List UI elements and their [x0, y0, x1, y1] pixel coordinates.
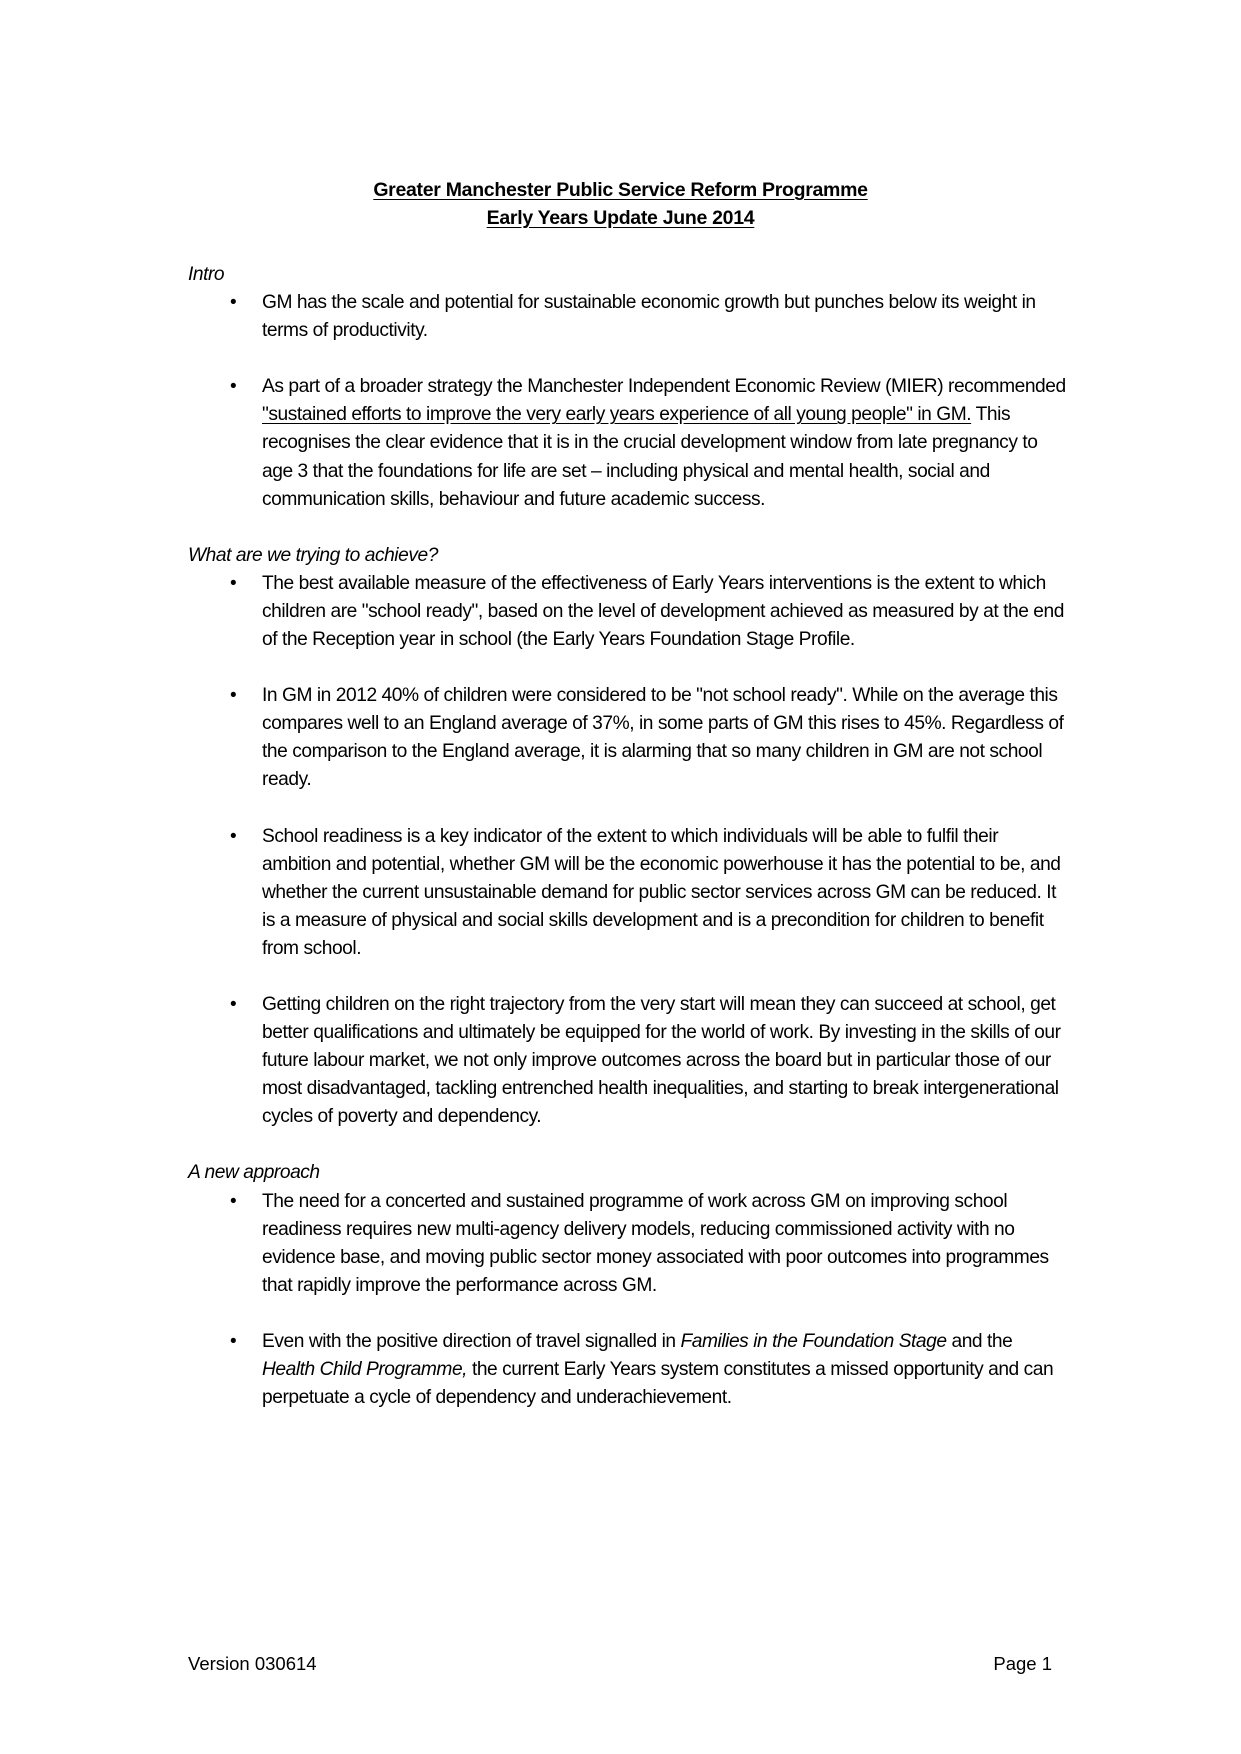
list-item	[188, 289, 1068, 345]
list-item	[188, 823, 1068, 963]
underlined-quote: "sustained efforts to improve the very early years experience of all young people" in GM.	[262, 404, 972, 426]
intro-bullet-list	[188, 289, 1068, 514]
bullet-text-pre: As part of a broader strategy the Manchester Independent Economic Review (MIER) recommended	[262, 376, 1066, 398]
bullet-text: Getting children on the right trajectory from the very start will mean they can succeed at school, get better qualifications and ultimately be equipped for the world of work. By investing in the skills of our future labour market, we not only improve outcomes across the board but in particular those of our most disadvantaged, tackling entrenched health inequalities, and starting to break intergenerational cycles of poverty and dependency.	[262, 993, 1061, 1128]
bullet-text: School readiness is a key indicator of the extent to which individuals will be able to fulfil their ambition and potential, whether GM will be the economic powerhouse it has the potential to be, and whether the current unsustainable demand for public sector services across GM can be reduced. It is a measure of physical and social skills development and is a precondition for children to benefit from school.	[262, 825, 1061, 959]
italic-title-health-child: Health Child Programme,	[262, 1359, 468, 1380]
page-number: Page 1	[993, 1653, 1052, 1674]
bullet-text: In GM in 2012 40% of children were considered to be "not school ready". While on the average this compares well to an England average of 37%, in some parts of GM this rises to 45%. Regardless of the comparison to the England average, it is alarming that so many children in GM are not school ready.	[262, 685, 1064, 791]
page-footer	[188, 1652, 1052, 1676]
bullet-text: The need for a concerted and sustained programme of work across GM on improving school readiness requires new multi-agency delivery models, reducing commissioned activity with no evidence base, and moving public sector money associated with poor outcomes into programmes that rapidly improve the performance across GM.	[262, 1190, 1049, 1296]
section-heading-achieve: What are we trying to achieve?	[188, 544, 438, 566]
italic-title-families: Families in the Foundation Stage	[680, 1330, 947, 1352]
bullet-text: The best available measure of the effectiveness of Early Years interventions is the extent to which children are "school ready", based on the level of development achieved as measured by at the end of the Reception year in school (the Early Years Foundation Stage Profile.	[262, 572, 1064, 651]
bullet-icon: •	[230, 292, 237, 314]
new-approach-bullet-list	[188, 1188, 1068, 1413]
bullet-text-post: the current Early Years system constitutes a missed opportunity and can perpetuate a cycle of dependency and underachievement.	[262, 1359, 1054, 1409]
list-item	[188, 373, 1068, 513]
bullet-text-pre: Even with the positive direction of travel signalled in	[262, 1330, 681, 1352]
bullet-icon: •	[230, 825, 237, 847]
bullet-icon: •	[230, 1330, 237, 1352]
version-label: Version 030614	[188, 1653, 317, 1674]
bullet-icon: •	[230, 685, 237, 707]
achieve-bullet-list	[188, 570, 1068, 1132]
list-item	[188, 570, 1068, 654]
document-body	[188, 261, 1068, 1440]
bullet-text: GM has the scale and potential for sustainable economic growth but punches below its weight in terms of productivity.	[262, 292, 1036, 342]
section-heading-intro: Intro	[188, 264, 225, 285]
list-item	[188, 1328, 1068, 1412]
document-title	[0, 176, 1241, 232]
list-item	[188, 991, 1068, 1131]
section-heading-new-approach: A new approach	[188, 1162, 320, 1184]
bullet-icon: •	[230, 993, 237, 1015]
bullet-icon: •	[230, 376, 237, 398]
title-line-2: Early Years Update June 2014	[486, 207, 755, 229]
bullet-text-post: This recognises the clear evidence that it is in the crucial development window from late pregnancy to age 3 that the foundations for life are set – including physical and mental health, social and communication skills, behaviour and future academic success.	[262, 404, 1038, 510]
list-item	[188, 1188, 1068, 1300]
title-line-1: Greater Manchester Public Service Reform Programme	[373, 179, 868, 201]
list-item	[188, 682, 1068, 794]
bullet-icon: •	[230, 572, 237, 594]
bullet-icon: •	[230, 1190, 237, 1212]
bullet-text-mid: and the	[946, 1330, 1013, 1352]
